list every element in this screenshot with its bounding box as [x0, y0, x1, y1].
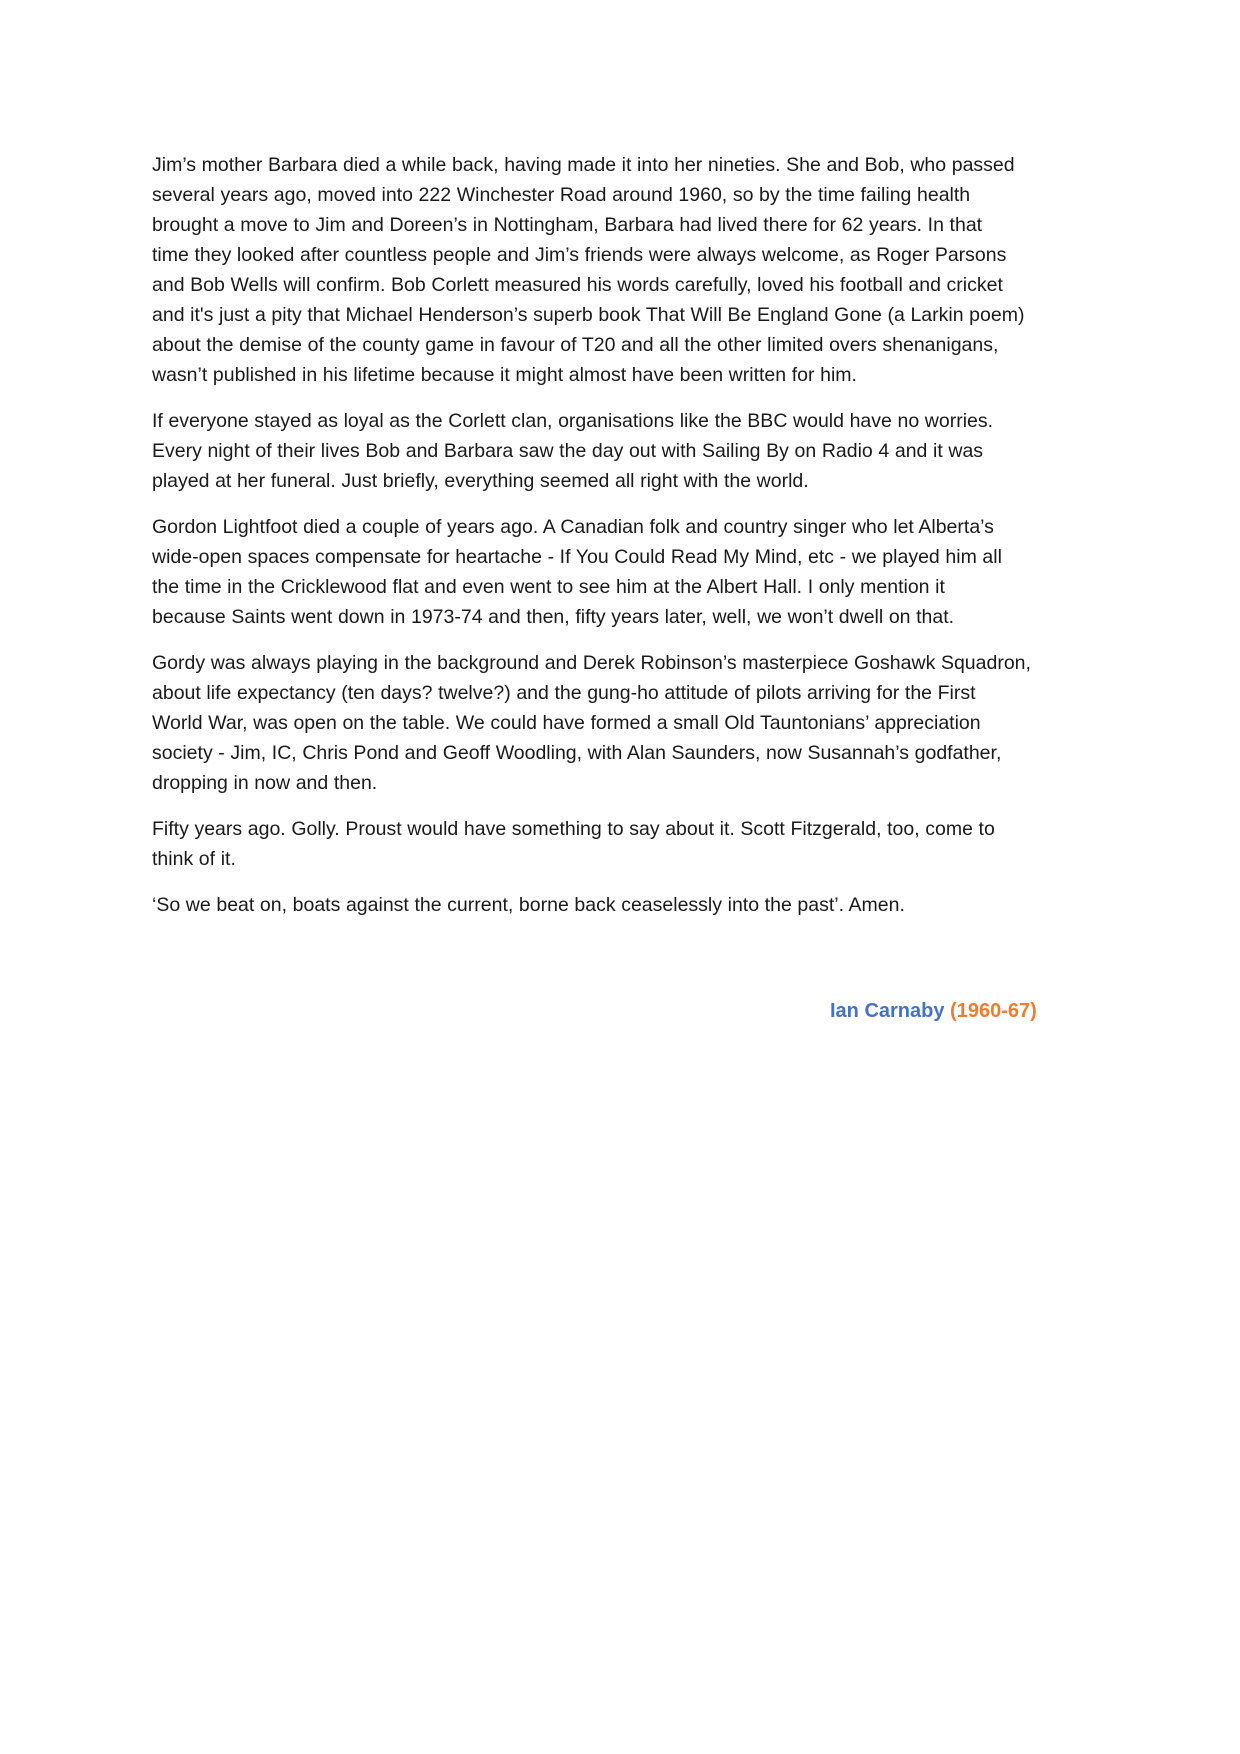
- text-line: ‘So we beat on, boats against the current, borne back ceaselessly into the past’. Amen.: [152, 894, 905, 916]
- text-line: Fifty years ago. Golly. Proust would have something to say about it. Scott Fitzgerald, too, come to: [152, 818, 995, 840]
- author-name: Ian Carnaby: [830, 1000, 945, 1022]
- author-signature: [830, 996, 1037, 1026]
- text-line: Every night of their lives Bob and Barbara saw the day out with Sailing By on Radio 4 and it was: [152, 440, 984, 462]
- paragraph-2: [152, 406, 1097, 496]
- document-body: [152, 150, 1097, 936]
- author-years: (1960-67): [950, 1000, 1037, 1022]
- text-line: society - Jim, IC, Chris Pond and Geoff Woodling, with Alan Saunders, now Susannah’s godfather,: [152, 742, 1002, 764]
- text-line: think of it.: [152, 848, 236, 870]
- text-line: wide-open spaces compensate for heartache - If You Could Read My Mind, etc - we played him all: [152, 546, 1002, 568]
- text-line: time they looked after countless people and Jim’s friends were always welcome, as Roger Parsons: [152, 244, 1007, 266]
- text-line: World War, was open on the table. We could have formed a small Old Tauntonians’ appreciation: [152, 712, 981, 734]
- text-line: played at her funeral. Just briefly, everything seemed all right with the world.: [152, 470, 809, 492]
- text-line: wasn’t published in his lifetime because it might almost have been written for him.: [152, 364, 857, 386]
- paragraph-6: [152, 890, 1097, 920]
- text-line: Jim’s mother Barbara died a while back, having made it into her nineties. She and Bob, who passed: [152, 154, 1015, 176]
- text-line: dropping in now and then.: [152, 772, 378, 794]
- paragraph-5: [152, 814, 1097, 874]
- text-line: the time in the Cricklewood flat and even went to see him at the Albert Hall. I only mention it: [152, 576, 945, 598]
- paragraph-4: [152, 648, 1097, 798]
- text-line: If everyone stayed as loyal as the Corlett clan, organisations like the BBC would have no worries.: [152, 410, 994, 432]
- paragraph-1: [152, 150, 1097, 390]
- paragraph-3: [152, 512, 1097, 632]
- text-line: about life expectancy (ten days? twelve?) and the gung-ho attitude of pilots arriving for the First: [152, 682, 976, 704]
- text-line: several years ago, moved into 222 Winchester Road around 1960, so by the time failing health: [152, 184, 971, 206]
- text-line: Gordy was always playing in the background and Derek Robinson’s masterpiece Goshawk Squadron,: [152, 652, 1031, 674]
- text-line: about the demise of the county game in favour of T20 and all the other limited overs shenanigans,: [152, 334, 999, 356]
- text-line: Gordon Lightfoot died a couple of years ago. A Canadian folk and country singer who let Alberta’s: [152, 516, 994, 538]
- text-line: and it's just a pity that Michael Henderson’s superb book That Will Be England Gone (a Larkin poem): [152, 304, 1025, 326]
- text-line: because Saints went down in 1973-74 and then, fifty years later, well, we won’t dwell on that.: [152, 606, 955, 628]
- text-line: and Bob Wells will confirm. Bob Corlett measured his words carefully, loved his football and cricket: [152, 274, 1003, 296]
- text-line: brought a move to Jim and Doreen’s in Nottingham, Barbara had lived there for 62 years. In that: [152, 214, 983, 236]
